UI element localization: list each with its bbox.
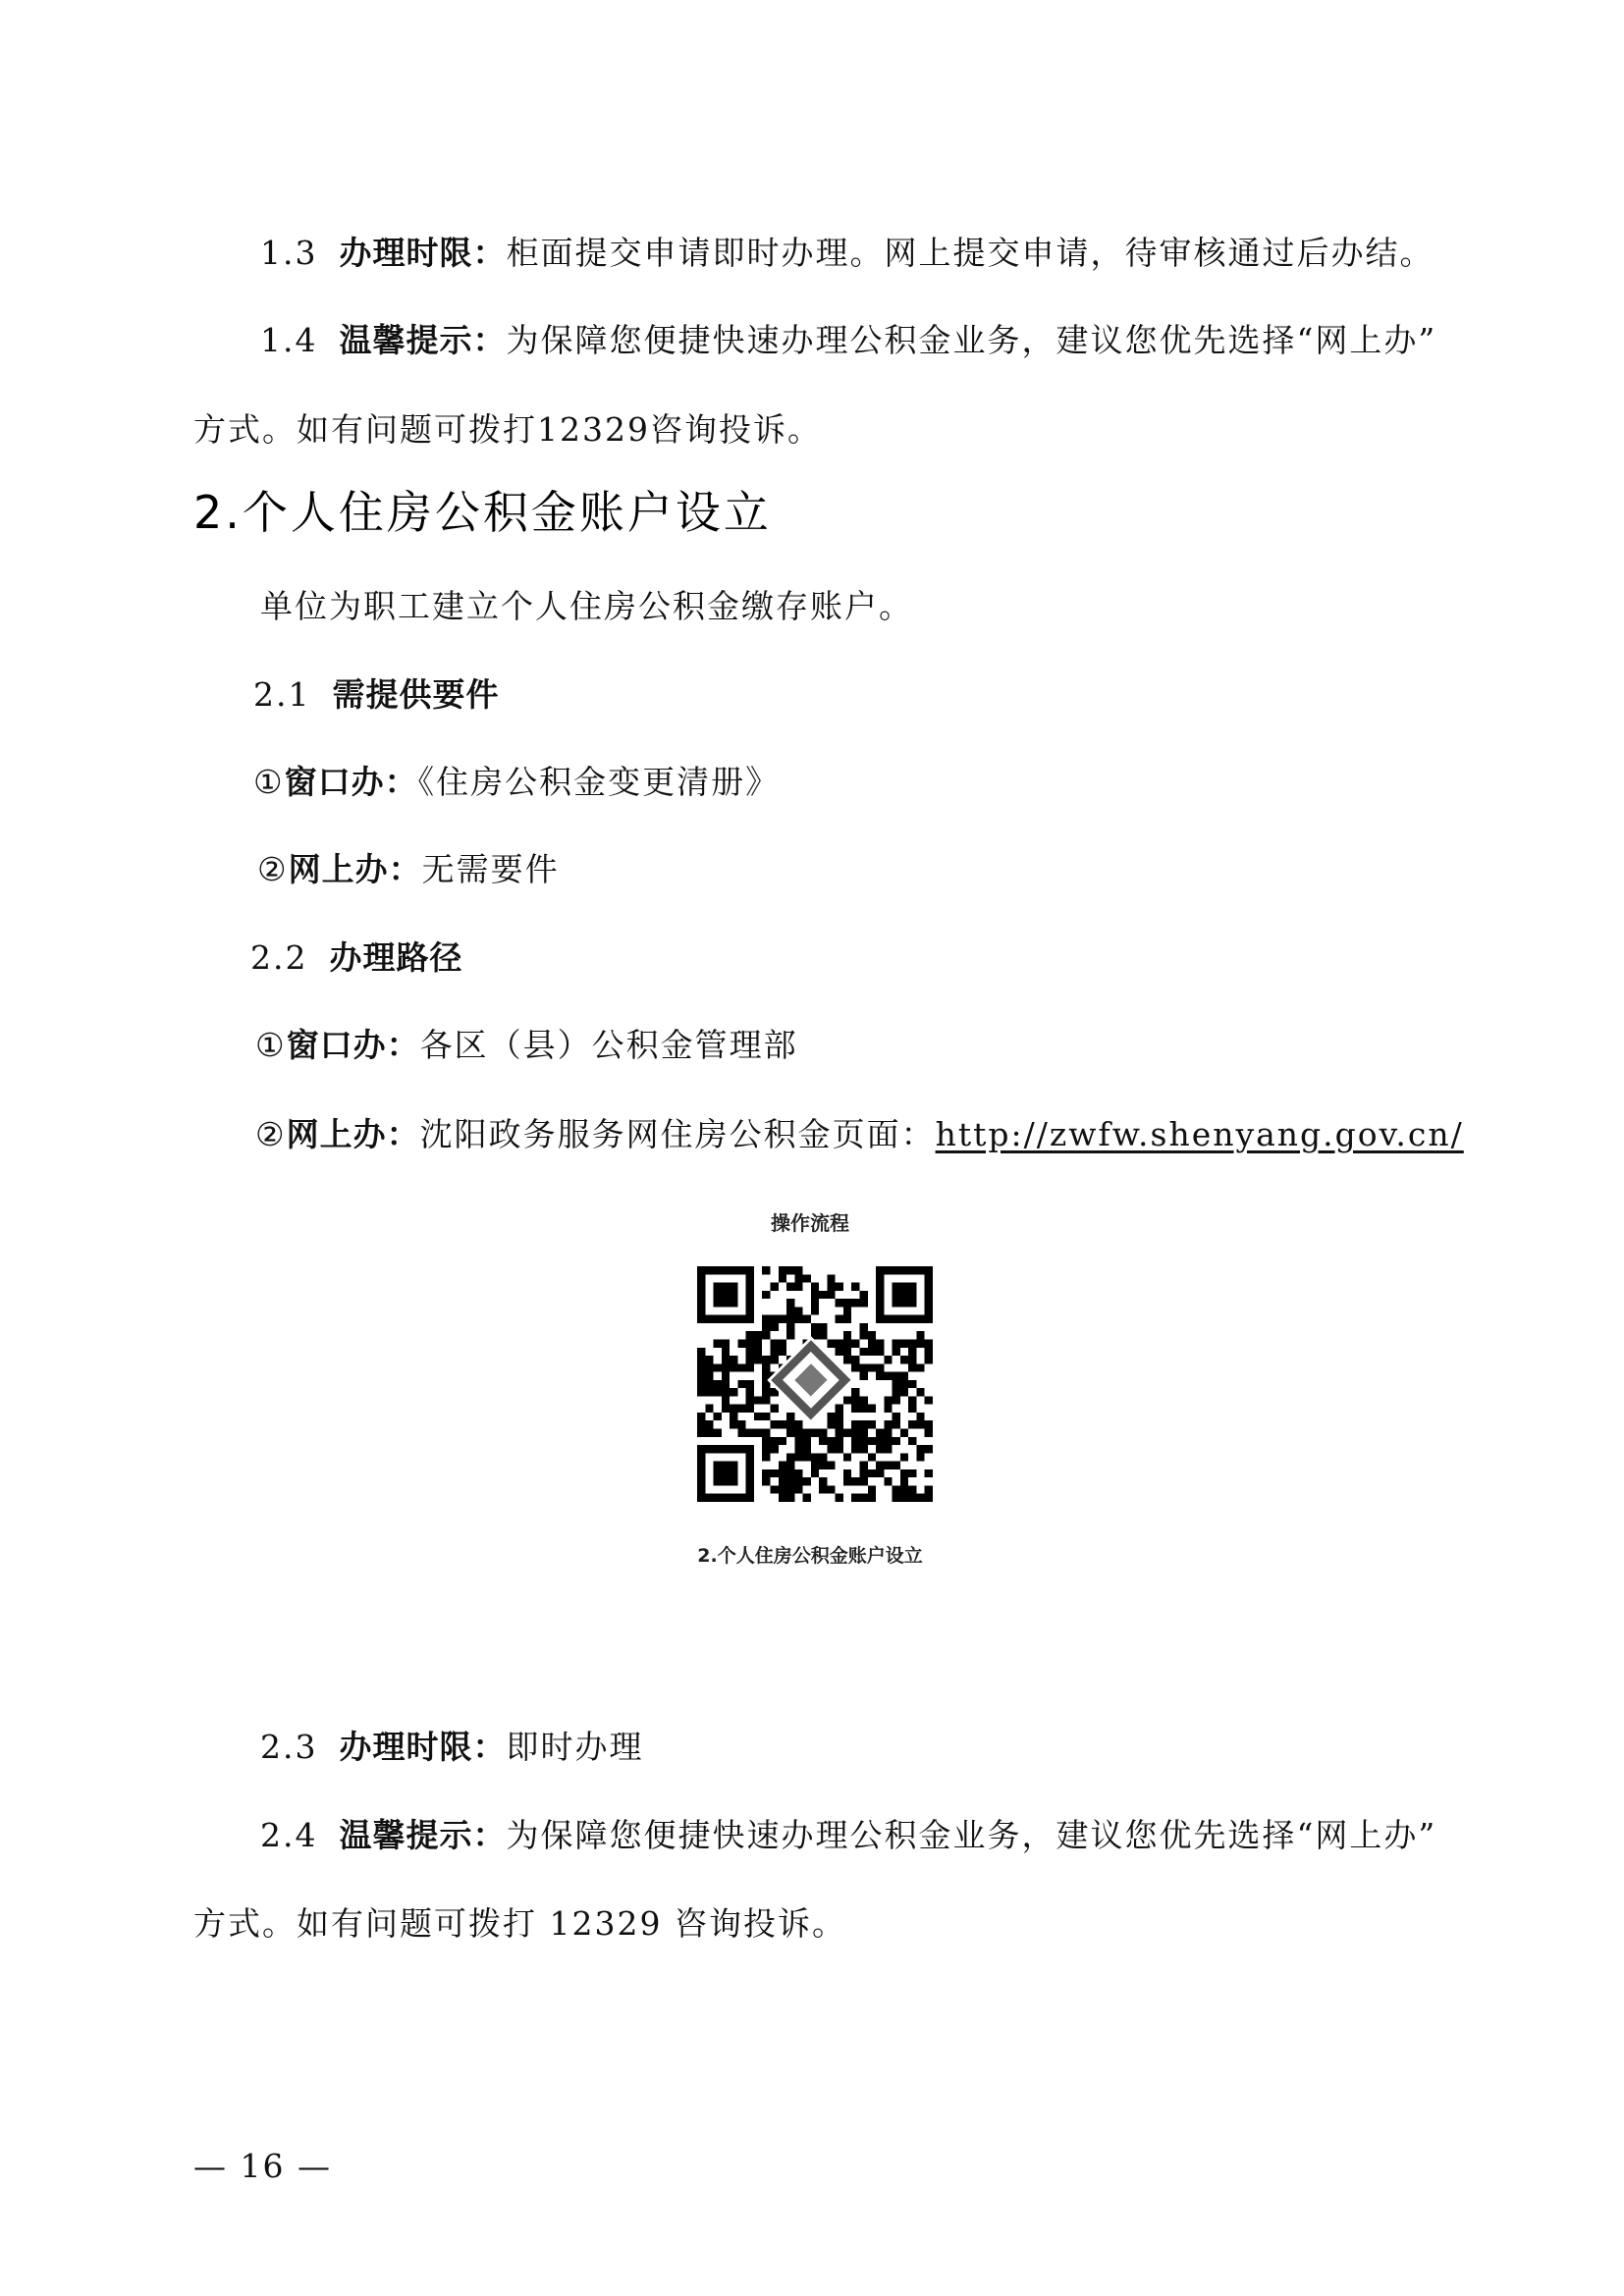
intro-text: 单位为职工建立个人住房公积金缴存账户。 bbox=[260, 587, 913, 625]
item-text: 沈阳政务服务网住房公积金页面： bbox=[419, 1115, 936, 1153]
line-1-4-continued bbox=[193, 410, 822, 450]
item-label: 办理路径 bbox=[329, 938, 463, 977]
qr-title: 操作流程 bbox=[771, 1211, 849, 1235]
item-text: 《住房公积金变更清册》 bbox=[417, 763, 781, 801]
item-text: 各区（县）公积金管理部 bbox=[419, 1026, 798, 1064]
item-number: 2.4 bbox=[260, 1816, 318, 1854]
line-2-2-window bbox=[255, 1026, 798, 1065]
item-label: 窗口办： bbox=[284, 763, 418, 801]
line-2-3 bbox=[260, 1728, 643, 1767]
item-number: 1.3 bbox=[260, 234, 318, 272]
page-number: — 16 — bbox=[193, 2147, 332, 2185]
item-text-continued: 方式。如有问题可拨打 12329 咨询投诉。 bbox=[193, 1904, 846, 1943]
line-2-1-window bbox=[253, 763, 780, 802]
item-label: 办理时限： bbox=[339, 1728, 507, 1766]
qr-block bbox=[643, 1188, 977, 1575]
qr-code-icon bbox=[697, 1266, 933, 1502]
item-text-continued: 方式。如有问题可拨打12329咨询投诉。 bbox=[193, 410, 822, 449]
line-2-4 bbox=[260, 1816, 1436, 1855]
line-1-3 bbox=[260, 234, 1434, 273]
circled-marker: ② bbox=[255, 1115, 287, 1153]
item-text: 为保障您便捷快速办理公积金业务，建议您优先选择“网上办” bbox=[506, 321, 1437, 359]
line-2-2 bbox=[250, 938, 462, 978]
intro-paragraph bbox=[260, 587, 913, 626]
item-text: 无需要件 bbox=[421, 850, 560, 888]
circled-marker: ② bbox=[257, 850, 289, 888]
item-text: 为保障您便捷快速办理公积金业务，建议您优先选择“网上办” bbox=[506, 1816, 1437, 1854]
item-text: 即时办理 bbox=[506, 1728, 644, 1766]
line-2-1-online bbox=[257, 850, 560, 889]
item-label: 办理时限： bbox=[339, 234, 507, 272]
item-label: 网上办： bbox=[286, 1115, 420, 1153]
item-text: 柜面提交申请即时办理。网上提交申请，待审核通过后办结。 bbox=[506, 234, 1435, 272]
circled-marker: ① bbox=[255, 1026, 287, 1064]
line-2-1 bbox=[253, 675, 499, 715]
line-1-4 bbox=[260, 321, 1436, 360]
item-label: 需提供要件 bbox=[332, 675, 500, 714]
item-label: 温馨提示： bbox=[339, 1816, 507, 1854]
qr-caption: 2.个人住房公积金账户设立 bbox=[697, 1545, 923, 1567]
service-url-link[interactable]: http://zwfw.shenyang.gov.cn/ bbox=[935, 1115, 1464, 1153]
line-2-4-continued bbox=[193, 1904, 846, 1944]
line-2-2-online bbox=[255, 1115, 1464, 1154]
item-number: 2.1 bbox=[253, 675, 311, 714]
section-heading: 2.个人住房公积金账户设立 bbox=[193, 486, 772, 539]
circled-marker: ① bbox=[253, 763, 285, 801]
item-number: 1.4 bbox=[260, 321, 318, 359]
item-label: 网上办： bbox=[288, 850, 422, 888]
item-number: 2.2 bbox=[250, 938, 308, 977]
item-label: 温馨提示： bbox=[339, 321, 507, 359]
item-label: 窗口办： bbox=[286, 1026, 420, 1064]
item-number: 2.3 bbox=[260, 1728, 318, 1766]
